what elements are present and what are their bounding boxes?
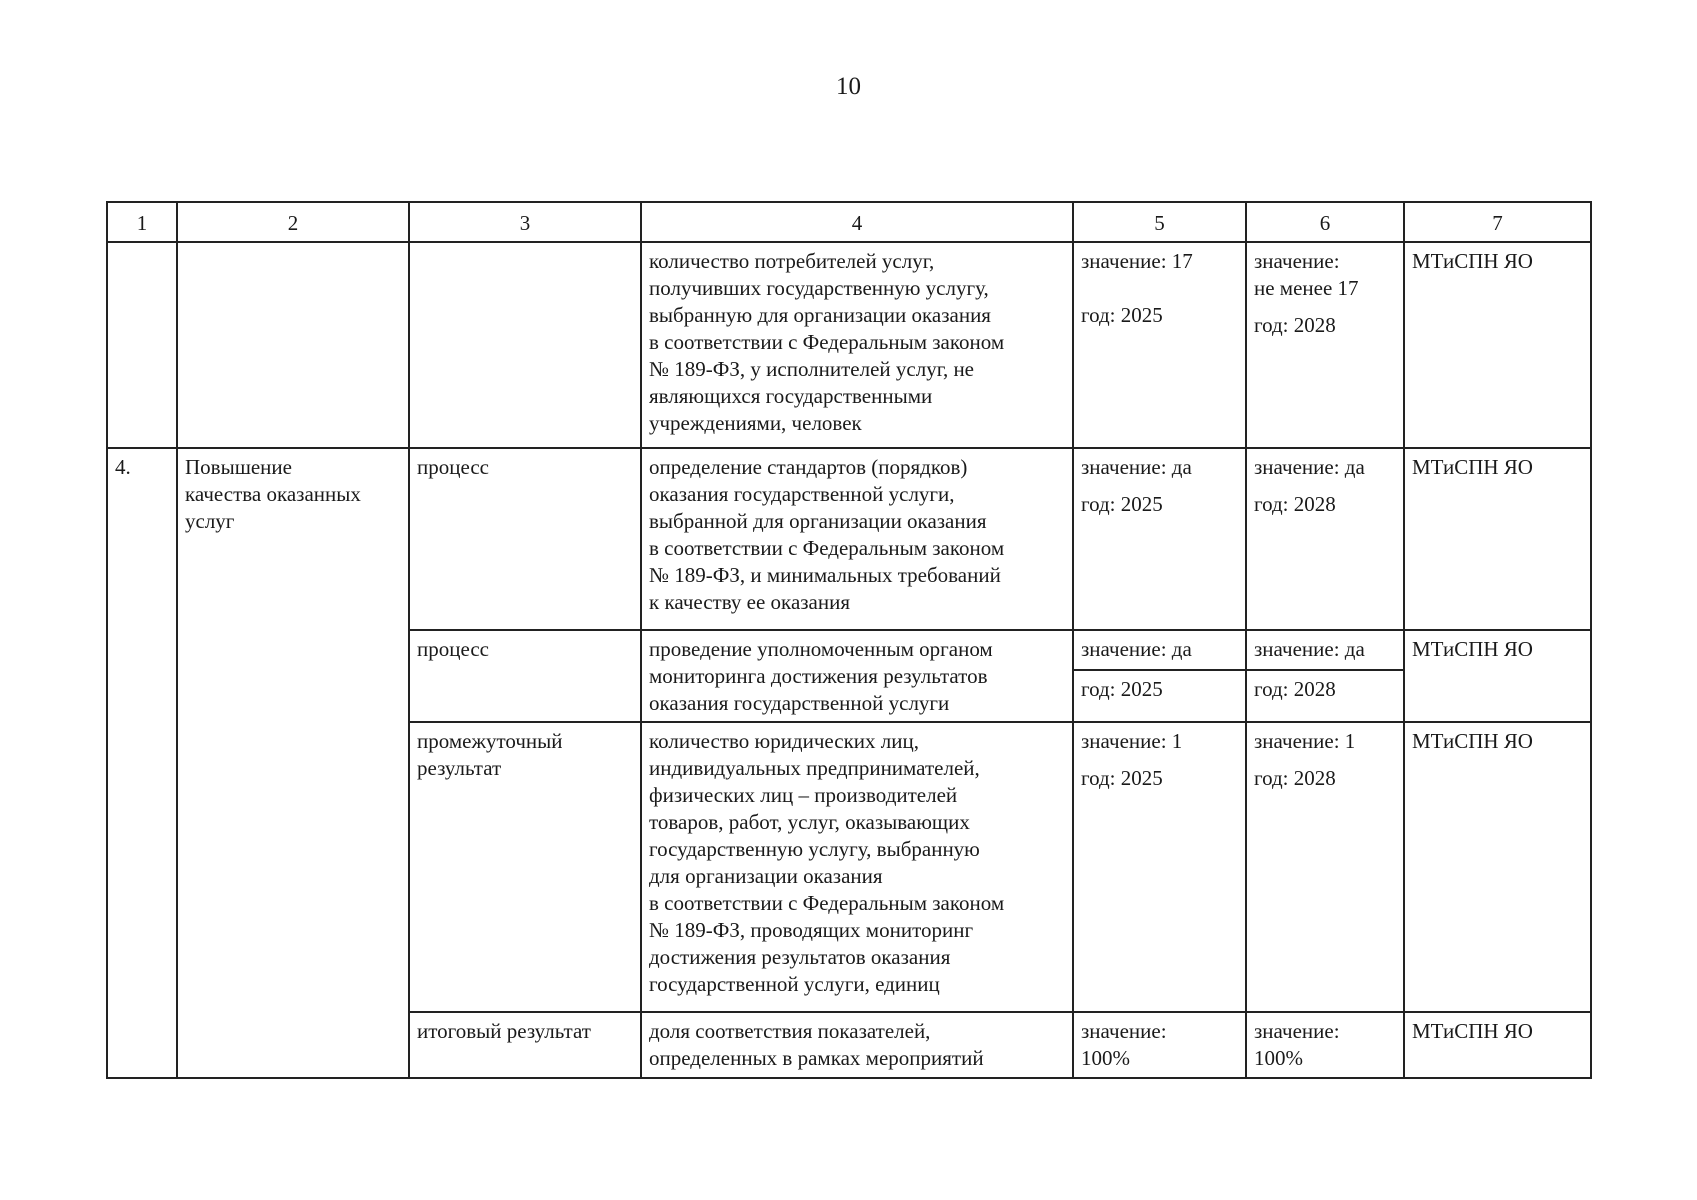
- header-row: [107, 202, 1591, 242]
- description-cell: проведение уполномоченным органом мониторинга достижения результатов оказания государственной услуги: [641, 630, 1073, 722]
- base-year: год: 2025: [1081, 303, 1163, 327]
- base-value-cell: [1073, 722, 1246, 1012]
- target-value-cell: [1246, 722, 1404, 1012]
- responsible-cell: МТиСПН ЯО: [1404, 242, 1591, 448]
- base-value: значение: 17: [1081, 249, 1193, 273]
- base-value-cell: [1073, 1012, 1246, 1078]
- type-cell: промежуточный результат: [409, 722, 641, 1012]
- base-value-cell: значение: да: [1073, 630, 1246, 670]
- target-value-cell: [1246, 1012, 1404, 1078]
- base-year: год: 2025: [1081, 492, 1163, 516]
- row-number-cell: [107, 242, 177, 448]
- row-number-cell: 4.: [107, 448, 177, 1078]
- description-cell: доля соответствия показателей, определенных в рамках мероприятий: [641, 1012, 1073, 1078]
- type-cell: итоговый результат: [409, 1012, 641, 1078]
- column-header: 2: [177, 202, 409, 242]
- base-value: значение: да: [1081, 455, 1192, 479]
- type-cell: процесс: [409, 448, 641, 630]
- column-header: 7: [1404, 202, 1591, 242]
- target-value: значение: да: [1254, 455, 1365, 479]
- column-header: 5: [1073, 202, 1246, 242]
- target-year: год: 2028: [1254, 313, 1336, 337]
- responsible-cell: МТиСПН ЯО: [1404, 630, 1591, 722]
- indicators-table: [106, 201, 1592, 1079]
- base-value-cell: [1073, 242, 1246, 448]
- page-number: 10: [836, 73, 861, 100]
- base-value: значение: 1: [1081, 729, 1183, 753]
- target-value: не менее 17: [1254, 276, 1359, 300]
- task-cell: [177, 242, 409, 448]
- table-row: [107, 242, 1591, 448]
- responsible-cell: МТиСПН ЯО: [1404, 448, 1591, 630]
- target-year: год: 2028: [1254, 492, 1336, 516]
- column-header: 6: [1246, 202, 1404, 242]
- column-header: 3: [409, 202, 641, 242]
- target-value-label: значение:: [1254, 1019, 1340, 1043]
- responsible-cell: МТиСПН ЯО: [1404, 722, 1591, 1012]
- target-value-cell: значение: да: [1246, 630, 1404, 670]
- type-cell: [409, 242, 641, 448]
- target-value: 100%: [1254, 1046, 1303, 1070]
- responsible-cell: МТиСПН ЯО: [1404, 1012, 1591, 1078]
- target-value-cell: [1246, 448, 1404, 630]
- description-cell: количество потребителей услуг, получивших государственную услугу, выбранную для организации оказания в соответствии с Федеральным законом № 189-ФЗ, у исполнителей услуг, не являющихся государственными учреждениями, человек: [641, 242, 1073, 448]
- base-year: год: 2025: [1081, 766, 1163, 790]
- target-value-cell: [1246, 242, 1404, 448]
- description-cell: определение стандартов (порядков) оказания государственной услуги, выбранной для организации оказания в соответствии с Федеральным законом № 189-ФЗ, и минимальных требований к качеству ее оказания: [641, 448, 1073, 630]
- description-cell: количество юридических лиц, индивидуальных предпринимателей, физических лиц – производителей товаров, работ, услуг, оказывающих государственную услугу, выбранную для организации оказания в соответствии с Федеральным законом № 189-ФЗ, проводящих мониторинг достижения результатов оказания государственной услуги, единиц: [641, 722, 1073, 1012]
- column-header: 4: [641, 202, 1073, 242]
- base-value-cell: [1073, 448, 1246, 630]
- task-cell: Повышение качества оказанных услуг: [177, 448, 409, 1078]
- base-value: 100%: [1081, 1046, 1130, 1070]
- column-header: 1: [107, 202, 177, 242]
- target-value-label: значение:: [1254, 249, 1340, 273]
- target-year-cell: год: 2028: [1246, 670, 1404, 722]
- base-year-cell: год: 2025: [1073, 670, 1246, 722]
- base-value-label: значение:: [1081, 1019, 1167, 1043]
- table-row: [107, 448, 1591, 630]
- target-year: год: 2028: [1254, 766, 1336, 790]
- type-cell: процесс: [409, 630, 641, 722]
- target-value: значение: 1: [1254, 729, 1356, 753]
